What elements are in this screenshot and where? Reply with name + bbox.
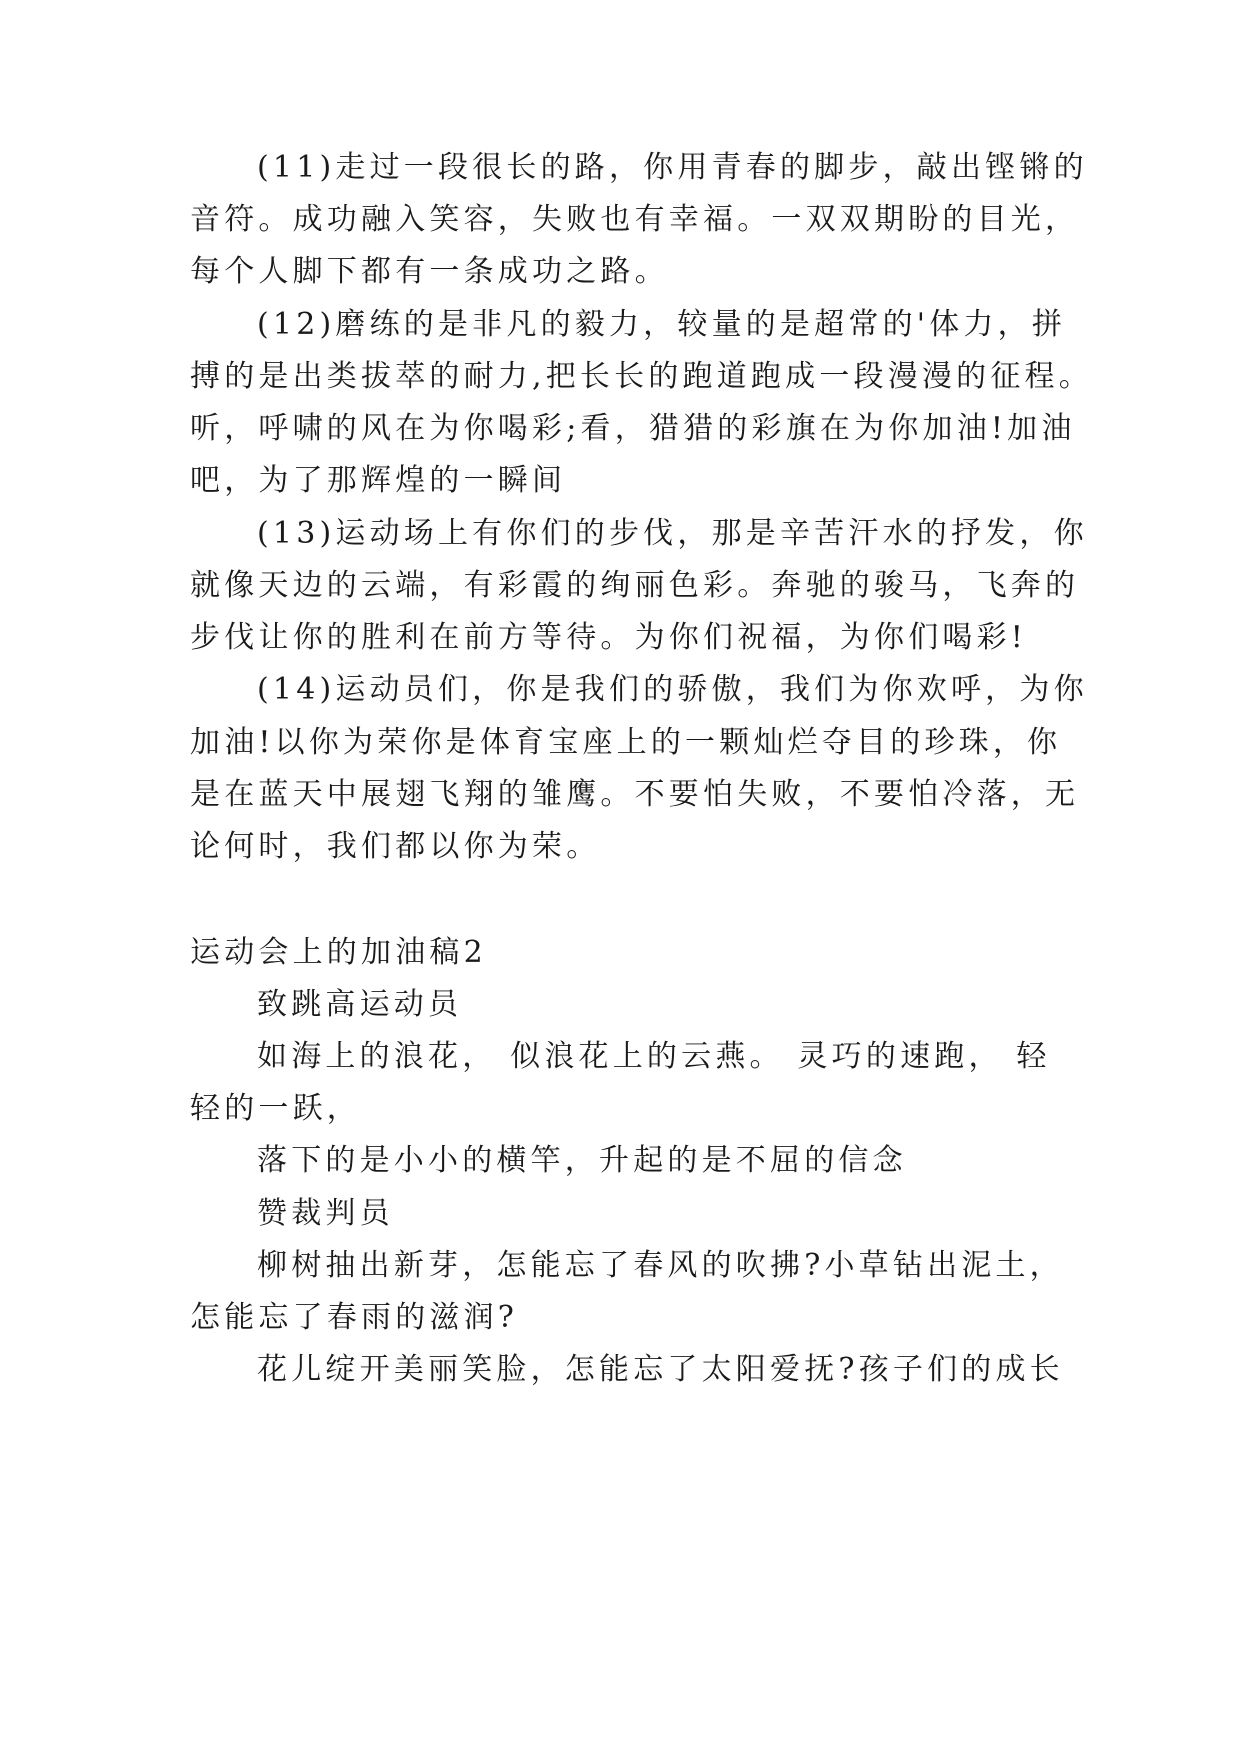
paragraph-12-line-2: 搏的是出类拔萃的耐力,把长长的跑道跑成一段漫漫的征程。 — [190, 359, 1093, 394]
referee-line-2: 怎能忘了春雨的滋润? — [190, 1300, 519, 1335]
referee-line-3: 花儿绽开美丽笑脸，怎能忘了太阳爱抚?孩子们的成长 — [257, 1352, 1064, 1387]
paragraph-11-line-2: 音符。成功融入笑容，失败也有幸福。一双双期盼的目光， — [190, 202, 1080, 237]
paragraph-13-line-1: (13)运动场上有你们的步伐，那是辛苦汗水的抒发，你 — [257, 516, 1088, 551]
jump-line-1: 如海上的浪花， 似浪花上的云燕。 灵巧的速跑， 轻 — [257, 1039, 1051, 1074]
paragraph-12-line-1: (12)磨练的是非凡的毅力，较量的是超常的'体力，拼 — [257, 307, 1067, 342]
paragraph-14-line-3: 是在蓝天中展翅飞翔的雏鹰。不要怕失败，不要怕冷落，无 — [190, 777, 1080, 812]
paragraph-11-line-1: (11)走过一段很长的路，你用青春的脚步，敲出铿锵的 — [257, 150, 1088, 185]
jump-line-3: 落下的是小小的横竿，升起的是不屈的信念 — [257, 1143, 907, 1178]
paragraph-12-line-4: 吧，为了那辉煌的一瞬间 — [190, 463, 567, 498]
paragraph-12-line-3: 听，呼啸的风在为你喝彩;看，猎猎的彩旗在为你加油!加油 — [190, 411, 1076, 446]
section-heading: 运动会上的加油稿2 — [190, 935, 487, 970]
paragraph-13-line-2: 就像天边的云端，有彩霞的绚丽色彩。奔驰的骏马，飞奔的 — [190, 568, 1080, 603]
paragraph-13-line-3: 步伐让你的胜利在前方等待。为你们祝福，为你们喝彩! — [190, 620, 1028, 655]
referee-title: 赞裁判员 — [257, 1196, 394, 1231]
jump-title: 致跳高运动员 — [257, 987, 463, 1022]
paragraph-14-line-4: 论何时，我们都以你为荣。 — [190, 829, 601, 864]
jump-line-2: 轻的一跃， — [190, 1091, 361, 1126]
paragraph-11-line-3: 每个人脚下都有一条成功之路。 — [190, 254, 669, 289]
referee-line-1: 柳树抽出新芽，怎能忘了春风的吹拂?小草钻出泥土， — [257, 1248, 1064, 1283]
paragraph-14-line-1: (14)运动员们，你是我们的骄傲，我们为你欢呼，为你 — [257, 672, 1088, 707]
paragraph-14-line-2: 加油!以你为荣你是体育宝座上的一颗灿烂夺目的珍珠，你 — [190, 725, 1062, 760]
